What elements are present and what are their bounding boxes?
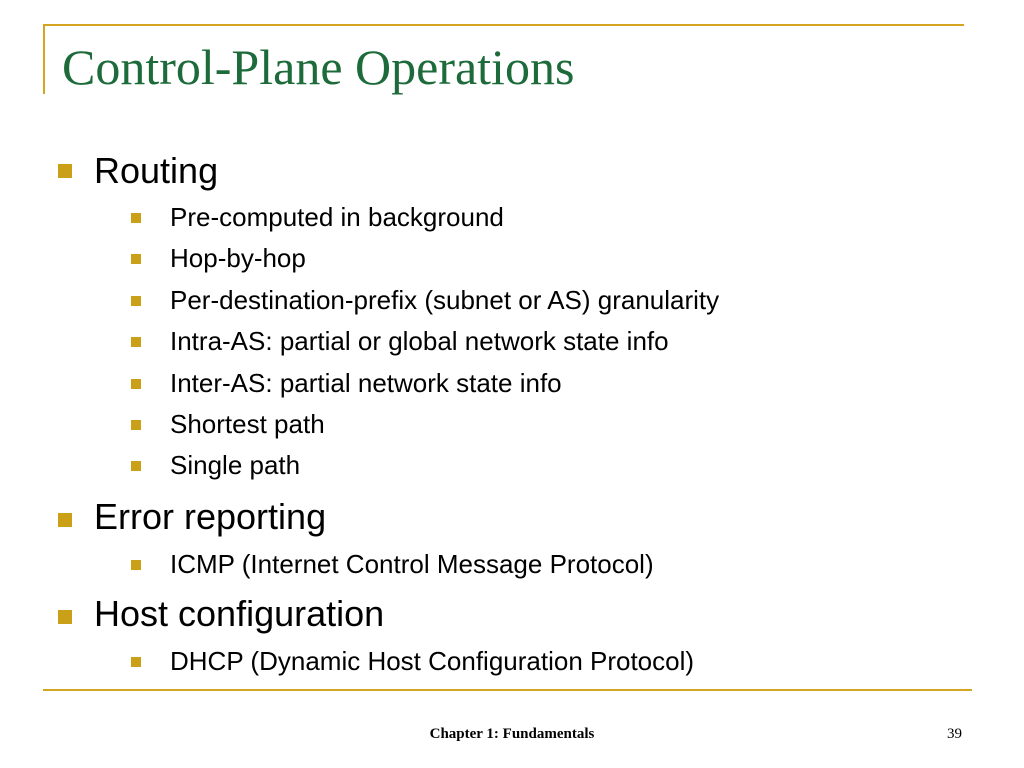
section-heading-host-configuration: Host configuration [94, 593, 385, 634]
bullet-square-icon [58, 513, 72, 527]
list-item: Single path [170, 450, 301, 480]
bullet-square-icon [58, 164, 72, 178]
bullet-square-icon [58, 610, 72, 624]
list-item: Shortest path [170, 409, 325, 439]
sub-bullet-square-icon [131, 337, 141, 347]
section-heading-routing: Routing [94, 150, 219, 191]
sub-bullet-square-icon [131, 461, 141, 471]
list-item: DHCP (Dynamic Host Configuration Protocol) [170, 646, 695, 676]
sub-bullet-square-icon [131, 420, 141, 430]
sub-bullet-square-icon [131, 254, 141, 264]
sub-bullet-square-icon [131, 296, 141, 306]
bottom-rule [43, 689, 972, 691]
footer-chapter-label: Chapter 1: Fundamentals [429, 726, 595, 742]
sub-bullet-square-icon [131, 657, 141, 667]
list-item: Intra-AS: partial or global network state info [170, 326, 669, 356]
sub-bullet-square-icon [131, 560, 141, 570]
sub-bullet-square-icon [131, 213, 141, 223]
page-number: 39 [947, 726, 962, 742]
slide-title: Control-Plane Operations [62, 39, 575, 95]
list-item: Inter-AS: partial network state info [170, 368, 562, 398]
list-item: ICMP (Internet Control Message Protocol) [170, 549, 654, 579]
list-item: Hop-by-hop [170, 243, 306, 273]
list-item: Pre-computed in background [170, 202, 504, 232]
sub-bullet-square-icon [131, 379, 141, 389]
footer [0, 727, 1024, 742]
section-heading-error-reporting: Error reporting [94, 496, 327, 537]
list-item: Per-destination-prefix (subnet or AS) granularity [170, 285, 720, 315]
